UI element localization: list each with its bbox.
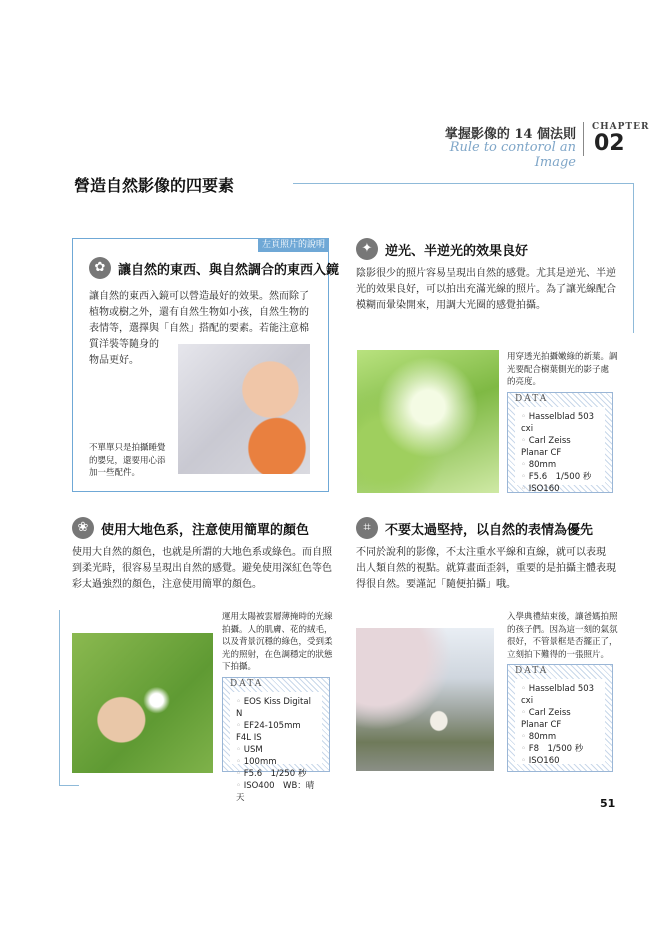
caption-line: 的嬰兒，還要用心添 bbox=[89, 455, 166, 466]
caption-line: 拍攝。人的肌膚、花的絨毛， bbox=[222, 624, 333, 635]
section4-data-box bbox=[507, 664, 613, 772]
section4-body-line: 不同於說利的影像，不太注重水平線和直線，就可以表現 bbox=[356, 547, 606, 558]
section1-caption bbox=[89, 442, 179, 480]
caption-line: 的孩子們。因為這一刻的氣氛 bbox=[507, 624, 618, 635]
data-line: ◦ 80mm bbox=[521, 459, 599, 471]
data-line: ◦ F8 1/500 秒 bbox=[521, 743, 599, 755]
header-title: 掌握影像的 14 個法則 bbox=[444, 127, 576, 142]
finger-photo bbox=[72, 633, 213, 773]
section3-body-line: 彩太過強烈的顏色，注意使用簡單的顏色。 bbox=[72, 579, 262, 590]
caption-line: 運用太陽被雲層薄掩時的光線 bbox=[222, 612, 333, 622]
data-line: ◦ ISO160 bbox=[521, 755, 599, 767]
data-line: ◦ Carl Zeiss Planar CF bbox=[521, 435, 599, 459]
data-label: DATA bbox=[515, 666, 549, 676]
leaves-photo bbox=[357, 350, 499, 493]
section2-caption bbox=[507, 351, 632, 389]
data-line: ◦ 80mm bbox=[521, 731, 599, 743]
footer-rule-vertical bbox=[59, 610, 60, 786]
section2-body-line: 陰影很少的照片容易呈現出自然的感覺。尤其是逆光、半逆 bbox=[356, 268, 616, 279]
sparkle-icon: ✦ bbox=[356, 238, 378, 260]
section2-heading: 逆光、半逆光的效果良好 bbox=[385, 244, 529, 259]
data-list bbox=[515, 679, 605, 764]
data-line: ◦ USM bbox=[236, 744, 316, 756]
section1-body-line: 質洋裝等隨身的 bbox=[89, 339, 159, 350]
section1-body-line: 物品更好。 bbox=[89, 355, 139, 366]
section1-heading: 讓自然的東西、與自然調合的東西入鏡 bbox=[118, 263, 340, 278]
street-photo bbox=[356, 628, 494, 771]
caption-line: 下拍攝。 bbox=[222, 662, 257, 672]
section3-body-line: 到柔光時，很容易呈現出自然的感覺。避免使用深紅色等色 bbox=[72, 563, 332, 574]
section2-body-line: 光的效果良好，可以拍出充滿光線的照片。為了讓光線配合 bbox=[356, 284, 616, 295]
data-line: ◦ EOS Kiss Digital N bbox=[236, 696, 316, 720]
data-line: ◦ 100mm bbox=[236, 756, 316, 768]
section2-body-line: 模糊而暈染開來，用調大光圈的感覺拍攝。 bbox=[356, 300, 546, 311]
data-list bbox=[230, 692, 322, 803]
section4-body bbox=[356, 545, 641, 593]
caption-line: 用穿透光拍攝嫩綠的新葉。調 bbox=[507, 352, 618, 362]
page-title: 營造自然影像的四要素 bbox=[74, 176, 235, 195]
data-list bbox=[515, 407, 605, 494]
section4-heading: 不要太過堅持，以自然的表情為優先 bbox=[385, 523, 594, 538]
header-divider bbox=[583, 122, 584, 156]
data-line: ◦ Carl Zeiss Planar CF bbox=[521, 707, 599, 731]
section2-body bbox=[356, 266, 641, 314]
data-line: ◦ F5.6 1/500 秒 bbox=[521, 471, 599, 483]
caption-line: 很好，不管景框是否擺正了， bbox=[507, 637, 618, 647]
section3-body bbox=[72, 545, 342, 593]
section1-tag: 左頁照片的說明 bbox=[258, 238, 329, 252]
data-line: ◦ ISO160 bbox=[521, 483, 599, 495]
section3-data-box bbox=[222, 677, 330, 803]
section3-caption bbox=[222, 611, 342, 674]
section4-body-line: 出人類自然的視點。就算畫面歪斜，重要的是拍攝主體表現 bbox=[356, 563, 616, 574]
caption-line: 立刻拍下難得的一張照片。 bbox=[507, 649, 610, 660]
section1-body-line: 植物或樹之外，還有自然生物如小孩，自然生物的 bbox=[89, 307, 309, 318]
section1-body-line: 表情等，選擇與「自然」搭配的要素。若能注意棉 bbox=[89, 323, 309, 334]
data-line: ◦ ISO400 WB：晴天 bbox=[236, 780, 316, 804]
caption-line: 的亮度。 bbox=[507, 377, 542, 387]
baby-photo bbox=[178, 344, 310, 474]
section4-caption bbox=[507, 611, 632, 661]
data-line: ◦ Hasselblad 503 cxi bbox=[521, 683, 599, 707]
caption-line: 加一些配件。 bbox=[89, 468, 141, 478]
page-number: 51 bbox=[600, 797, 616, 810]
caption-line: 光要配合樹葉側光的影子處 bbox=[507, 364, 610, 375]
data-label: DATA bbox=[230, 679, 264, 689]
section1-body-line: 讓自然的東西入鏡可以營造最好的效果。然而除了 bbox=[89, 291, 309, 302]
chapter-number: 02 bbox=[594, 131, 625, 156]
header-subtitle: Rule to contorol an Image bbox=[449, 140, 576, 170]
title-rule bbox=[293, 183, 633, 184]
data-line: ◦ Hasselblad 503 cxi bbox=[521, 411, 599, 435]
caption-line: 以及背景沉穩的綠色，受到柔 bbox=[222, 637, 333, 647]
palette-icon: ❀ bbox=[72, 517, 94, 539]
section2-data-box bbox=[507, 392, 613, 493]
footer-rule bbox=[59, 785, 79, 786]
section4-body-line: 得很自然。要謹記「隨便拍攝」哦。 bbox=[356, 579, 516, 590]
data-label: DATA bbox=[515, 394, 549, 404]
caption-line: 不單單只是拍攝睡覺 bbox=[89, 443, 166, 453]
frame-icon: ⌗ bbox=[356, 517, 378, 539]
section3-body-line: 使用大自然的顏色，也就是所謂的大地色系或綠色。而自照 bbox=[72, 547, 332, 558]
section3-heading: 使用大地色系，注意使用簡單的顏色 bbox=[101, 523, 310, 538]
flower-icon: ✿ bbox=[89, 257, 111, 279]
data-line: ◦ F5.6 1/250 秒 bbox=[236, 768, 316, 780]
data-line: ◦ EF24-105mm F4L IS bbox=[236, 720, 316, 744]
caption-line: 光的照射，在色調穩定的狀態 bbox=[222, 649, 333, 660]
caption-line: 入學典禮結束後，讓爸媽拍照 bbox=[507, 612, 618, 622]
chapter-label: CHAPTER bbox=[592, 122, 650, 132]
